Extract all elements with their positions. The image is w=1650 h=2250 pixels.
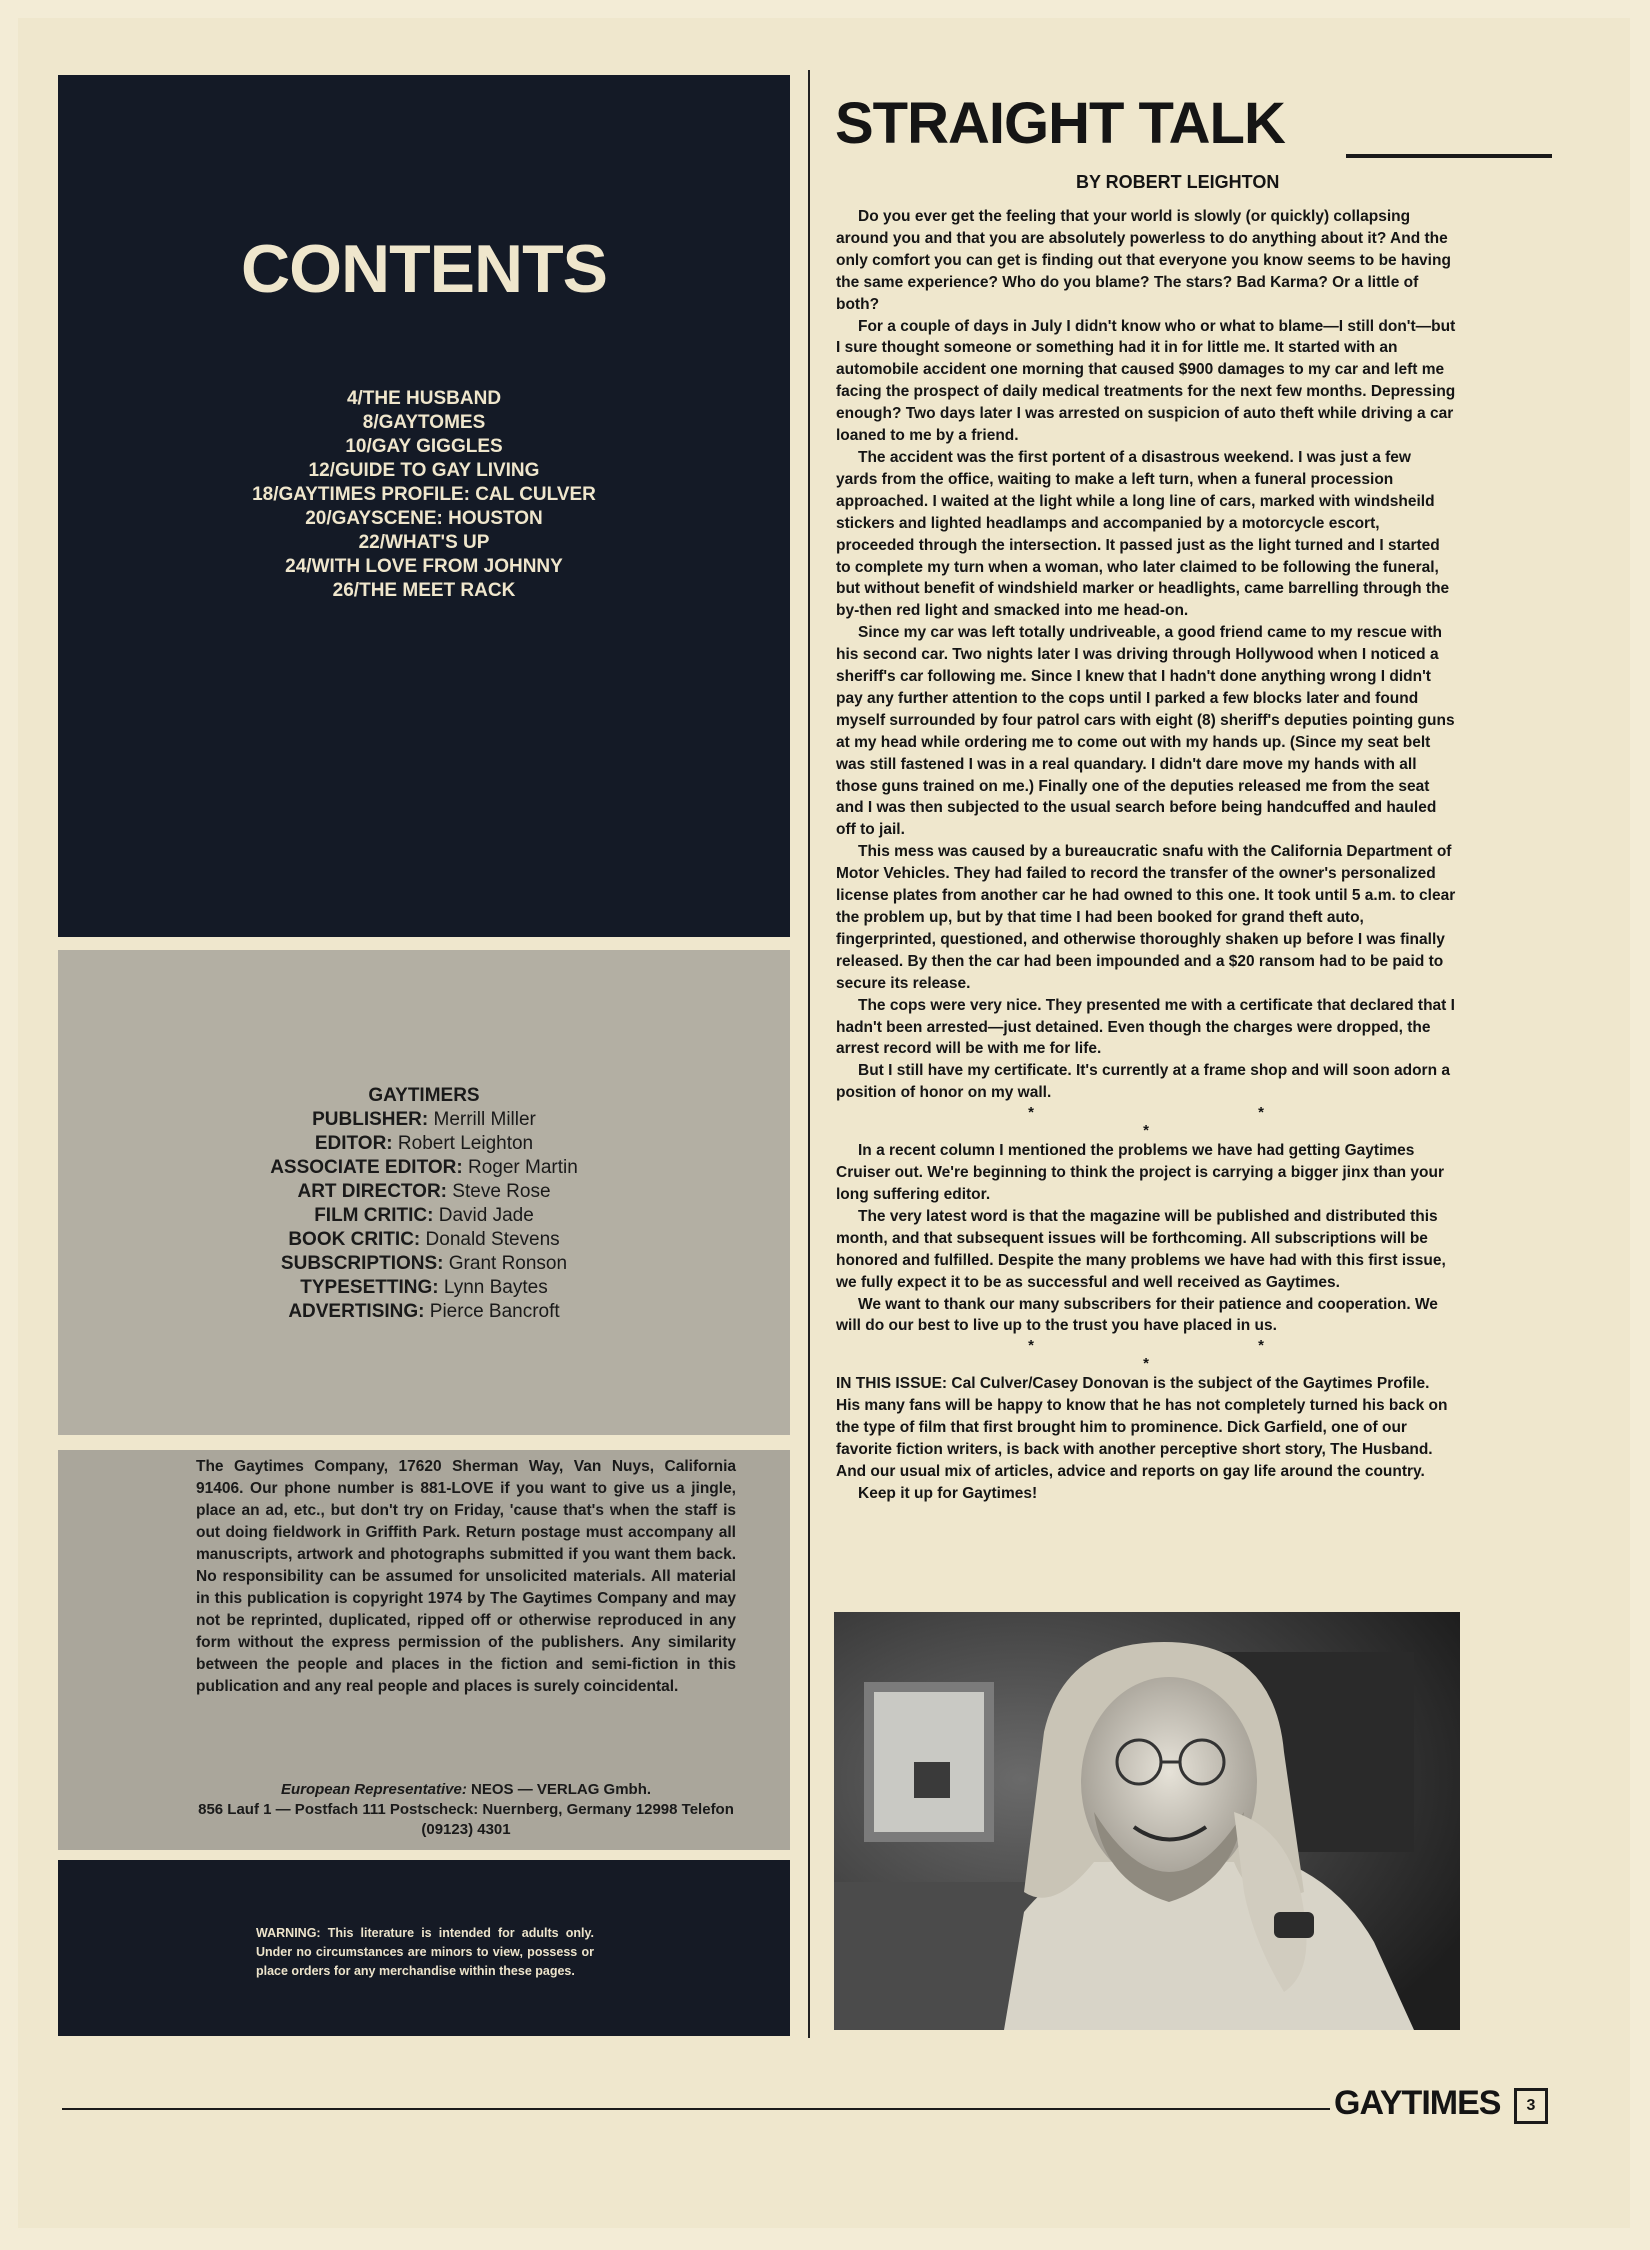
staff-name: Roger Martin bbox=[467, 1157, 578, 1178]
european-representative bbox=[196, 1780, 736, 1840]
staff-role: TYPESETTING: bbox=[300, 1277, 439, 1298]
section-divider: * * * bbox=[1028, 1104, 1374, 1140]
article-paragraph: The very latest word is that the magazine will be published and distributed this month, and that subsequent issues will be forthcoming. All subscriptions will be honored and fulfilled. Despite the many problems we have had with this first issue, we fully expect it to be as successful and well received as Gaytimes. bbox=[836, 1207, 1446, 1291]
staff-role: ART DIRECTOR: bbox=[297, 1181, 448, 1202]
contents-item: 4/THE HUSBAND bbox=[346, 388, 502, 409]
staff-role: FILM CRITIC: bbox=[314, 1205, 434, 1226]
warning-text: WARNING: This literature is intended for adults only. Under no circumstances are minors to view, possess or place orders for any merchandise within these pages. bbox=[256, 1926, 594, 1978]
staff-name: Donald Stevens bbox=[425, 1229, 560, 1250]
staff-name: Merrill Miller bbox=[433, 1109, 536, 1130]
rep-address: 856 Lauf 1 — Postfach 111 Postscheck: Nuernberg, Germany 12998 Telefon (09123) 4301 bbox=[198, 1801, 734, 1838]
staff-role: ASSOCIATE EDITOR: bbox=[270, 1157, 463, 1178]
contents-item: 20/GAYSCENE: HOUSTON bbox=[305, 508, 543, 529]
author-photo bbox=[834, 1612, 1460, 2030]
article-paragraph: Since my car was left totally undriveable, a good friend came to my rescue with his second car. Two nights later I was driving through Hollywood when I noticed a sheriff's car following me. Since I knew that I hadn't done anything wrong I didn't pay any further attention to the cops until I parked a few blocks later and found myself surrounded by four patrol cars with eight (8) sheriff's deputies pointing guns at my head while ordering me to come out with my hands up. (Since my seat belt was still fastened I was in a real quandary. I didn't dare move my hands with all those guns trained on me.) Finally one of the deputies released me from the seat and I was then subjected to the usual search before being handcuffed and hauled off to jail. bbox=[836, 624, 1455, 839]
staff-entry bbox=[58, 1132, 790, 1156]
staff-entry bbox=[58, 1276, 790, 1300]
article-paragraph: We want to thank our many subscribers for their patience and cooperation. We will do our best to live up to the trust you have placed in us. bbox=[836, 1295, 1438, 1335]
article-paragraph: For a couple of days in July I didn't know who or what to blame—I still don't—but I sure thought someone or something had it in for little me. It started with an automobile accident one morning that caused $900 damages to my car and left me facing the prospect of daily medical treatments for the next few months. Depressing enough? Two days later I was arrested on suspicion of auto theft while driving a car loaned to me by a friend. bbox=[836, 317, 1456, 445]
staff-role: ADVERTISING: bbox=[288, 1301, 425, 1322]
staff-entry bbox=[58, 1180, 790, 1204]
publisher-info-text: The Gaytimes Company, 17620 Sherman Way, Van Nuys, California 91406. Our phone number is 881-LOVE if you want to give us a jingle, place an ad, etc., but don't try on Friday, 'cause that's when the staff is out doing fieldwork in Griffith Park. Return postage must accompany all manuscripts, artwork and photographs submitted if you want them back. No responsibility can be assumed for unsolicited materials. All material in this publication is copyright 1974 by The Gaytimes Company and may not be reprinted, duplicated, ripped off or otherwise reproduced in any form without the express permission of the publishers. Any similarity between the people and places in the fiction and semi-fiction in this publication and any real people and places is surely coincidental. bbox=[196, 1458, 736, 1695]
contents-item: 8/GAYTOMES bbox=[362, 412, 486, 433]
contents-item: 18/GAYTIMES PROFILE: CAL CULVER bbox=[252, 484, 596, 505]
rep-label: European Representative: bbox=[280, 1781, 467, 1798]
staff-name: David Jade bbox=[438, 1205, 534, 1226]
article-paragraph: But I still have my certificate. It's currently at a frame shop and will soon adorn a position of honor on my wall. bbox=[836, 1062, 1450, 1102]
article-paragraph: In a recent column I mentioned the problems we have had getting Gaytimes Cruiser out. We're beginning to think the project is carrying a bigger jinx than your long suffering editor. bbox=[836, 1142, 1444, 1203]
contents-panel bbox=[58, 75, 790, 937]
page-number: 3 bbox=[1514, 2088, 1548, 2124]
article-paragraph: Keep it up for Gaytimes! bbox=[858, 1484, 1038, 1502]
contents-item: 10/GAY GIGGLES bbox=[345, 436, 503, 457]
article-paragraph: IN THIS ISSUE: Cal Culver/Casey Donovan is the subject of the Gaytimes Profile. His many fans will be happy to know that he has not completely turned his back on the type of film that first brought him to prominence. Dick Garfield, one of our favorite fiction writers, is back with another perceptive short story, The Husband. And our usual mix of articles, advice and reports on gay life around the country. bbox=[836, 1375, 1448, 1480]
publisher-info-panel bbox=[58, 1450, 790, 1850]
rep-name: NEOS — VERLAG Gmbh. bbox=[471, 1781, 652, 1798]
staff-role: SUBSCRIPTIONS: bbox=[280, 1253, 444, 1274]
article-paragraph: The accident was the first portent of a disastrous weekend. I was just a few yards from the office, waiting to make a left turn, when a funeral procession approached. I waited at the light while a long line of cars, marked with windsheild stickers and lighted headlamps and accompanied by a motorcycle escort, proceeded through the intersection. It passed just as the light turned and I started to complete my turn when a woman, who later claimed to be following the funeral, but without benefit of windshield marker or headlights, came barrelling through the by-then red light and smacked into me head-on. bbox=[836, 448, 1450, 620]
contents-item: 12/GUIDE TO GAY LIVING bbox=[308, 460, 540, 481]
article-paragraph: This mess was caused by a bureaucratic snafu with the California Department of Motor Vehicles. They had failed to record the transfer of the owner's personalized license plates from another car he had owned to this one. It took until 5 a.m. to clear the problem up, but by that time I had been booked for grand theft auto, fingerprinted, questioned, and otherwise thoroughly shaken up before I was finally released. By then the car had been impounded and a $20 ransom had to be paid to secure its release. bbox=[836, 843, 1456, 992]
contents-list bbox=[58, 387, 790, 603]
article-body bbox=[836, 206, 1456, 1505]
staff-name: Steve Rose bbox=[452, 1181, 551, 1202]
title-rule bbox=[1346, 154, 1552, 158]
staff-heading: GAYTIMERS bbox=[368, 1085, 480, 1106]
staff-entry bbox=[58, 1252, 790, 1276]
contents-item: 26/THE MEET RACK bbox=[332, 580, 516, 601]
warning-panel bbox=[58, 1860, 790, 2036]
staff-entry bbox=[58, 1228, 790, 1252]
staff-role: EDITOR: bbox=[314, 1133, 393, 1154]
contents-item: 24/WITH LOVE FROM JOHNNY bbox=[285, 556, 563, 577]
article-paragraph: Do you ever get the feeling that your world is slowly (or quickly) collapsing around you and that you are absolutely powerless to do anything about it? And the only comfort you can get is finding out that everyone you know seems to be having the same experience? Who do you blame? The stars? Bad Karma? Or a little of both? bbox=[836, 208, 1451, 313]
magazine-logo: GAYTIMES bbox=[1334, 2084, 1501, 2122]
staff-entry bbox=[58, 1108, 790, 1132]
section-divider: * * * bbox=[1028, 1337, 1374, 1373]
article-paragraph: The cops were very nice. They presented me with a certificate that declared that I hadn't been arrested—just detained. Even though the charges were dropped, the arrest record will be with me for life. bbox=[836, 996, 1455, 1058]
staff-name: Robert Leighton bbox=[397, 1133, 534, 1154]
contents-title: CONTENTS bbox=[241, 231, 607, 307]
article-byline: BY ROBERT LEIGHTON bbox=[1076, 172, 1280, 192]
staff-name: Pierce Bancroft bbox=[429, 1301, 560, 1322]
staff-list bbox=[58, 1084, 790, 1324]
staff-entry bbox=[58, 1156, 790, 1180]
footer-rule bbox=[62, 2108, 1330, 2110]
staff-role: PUBLISHER: bbox=[312, 1109, 429, 1130]
column-divider bbox=[808, 70, 810, 2038]
staff-entry bbox=[58, 1300, 790, 1324]
staff-entry bbox=[58, 1204, 790, 1228]
staff-role: BOOK CRITIC: bbox=[288, 1229, 421, 1250]
staff-name: Lynn Baytes bbox=[443, 1277, 548, 1298]
staff-name: Grant Ronson bbox=[448, 1253, 568, 1274]
contents-item: 22/WHAT'S UP bbox=[358, 532, 490, 553]
staff-panel bbox=[58, 950, 790, 1435]
article-title: STRAIGHT TALK bbox=[835, 91, 1285, 156]
